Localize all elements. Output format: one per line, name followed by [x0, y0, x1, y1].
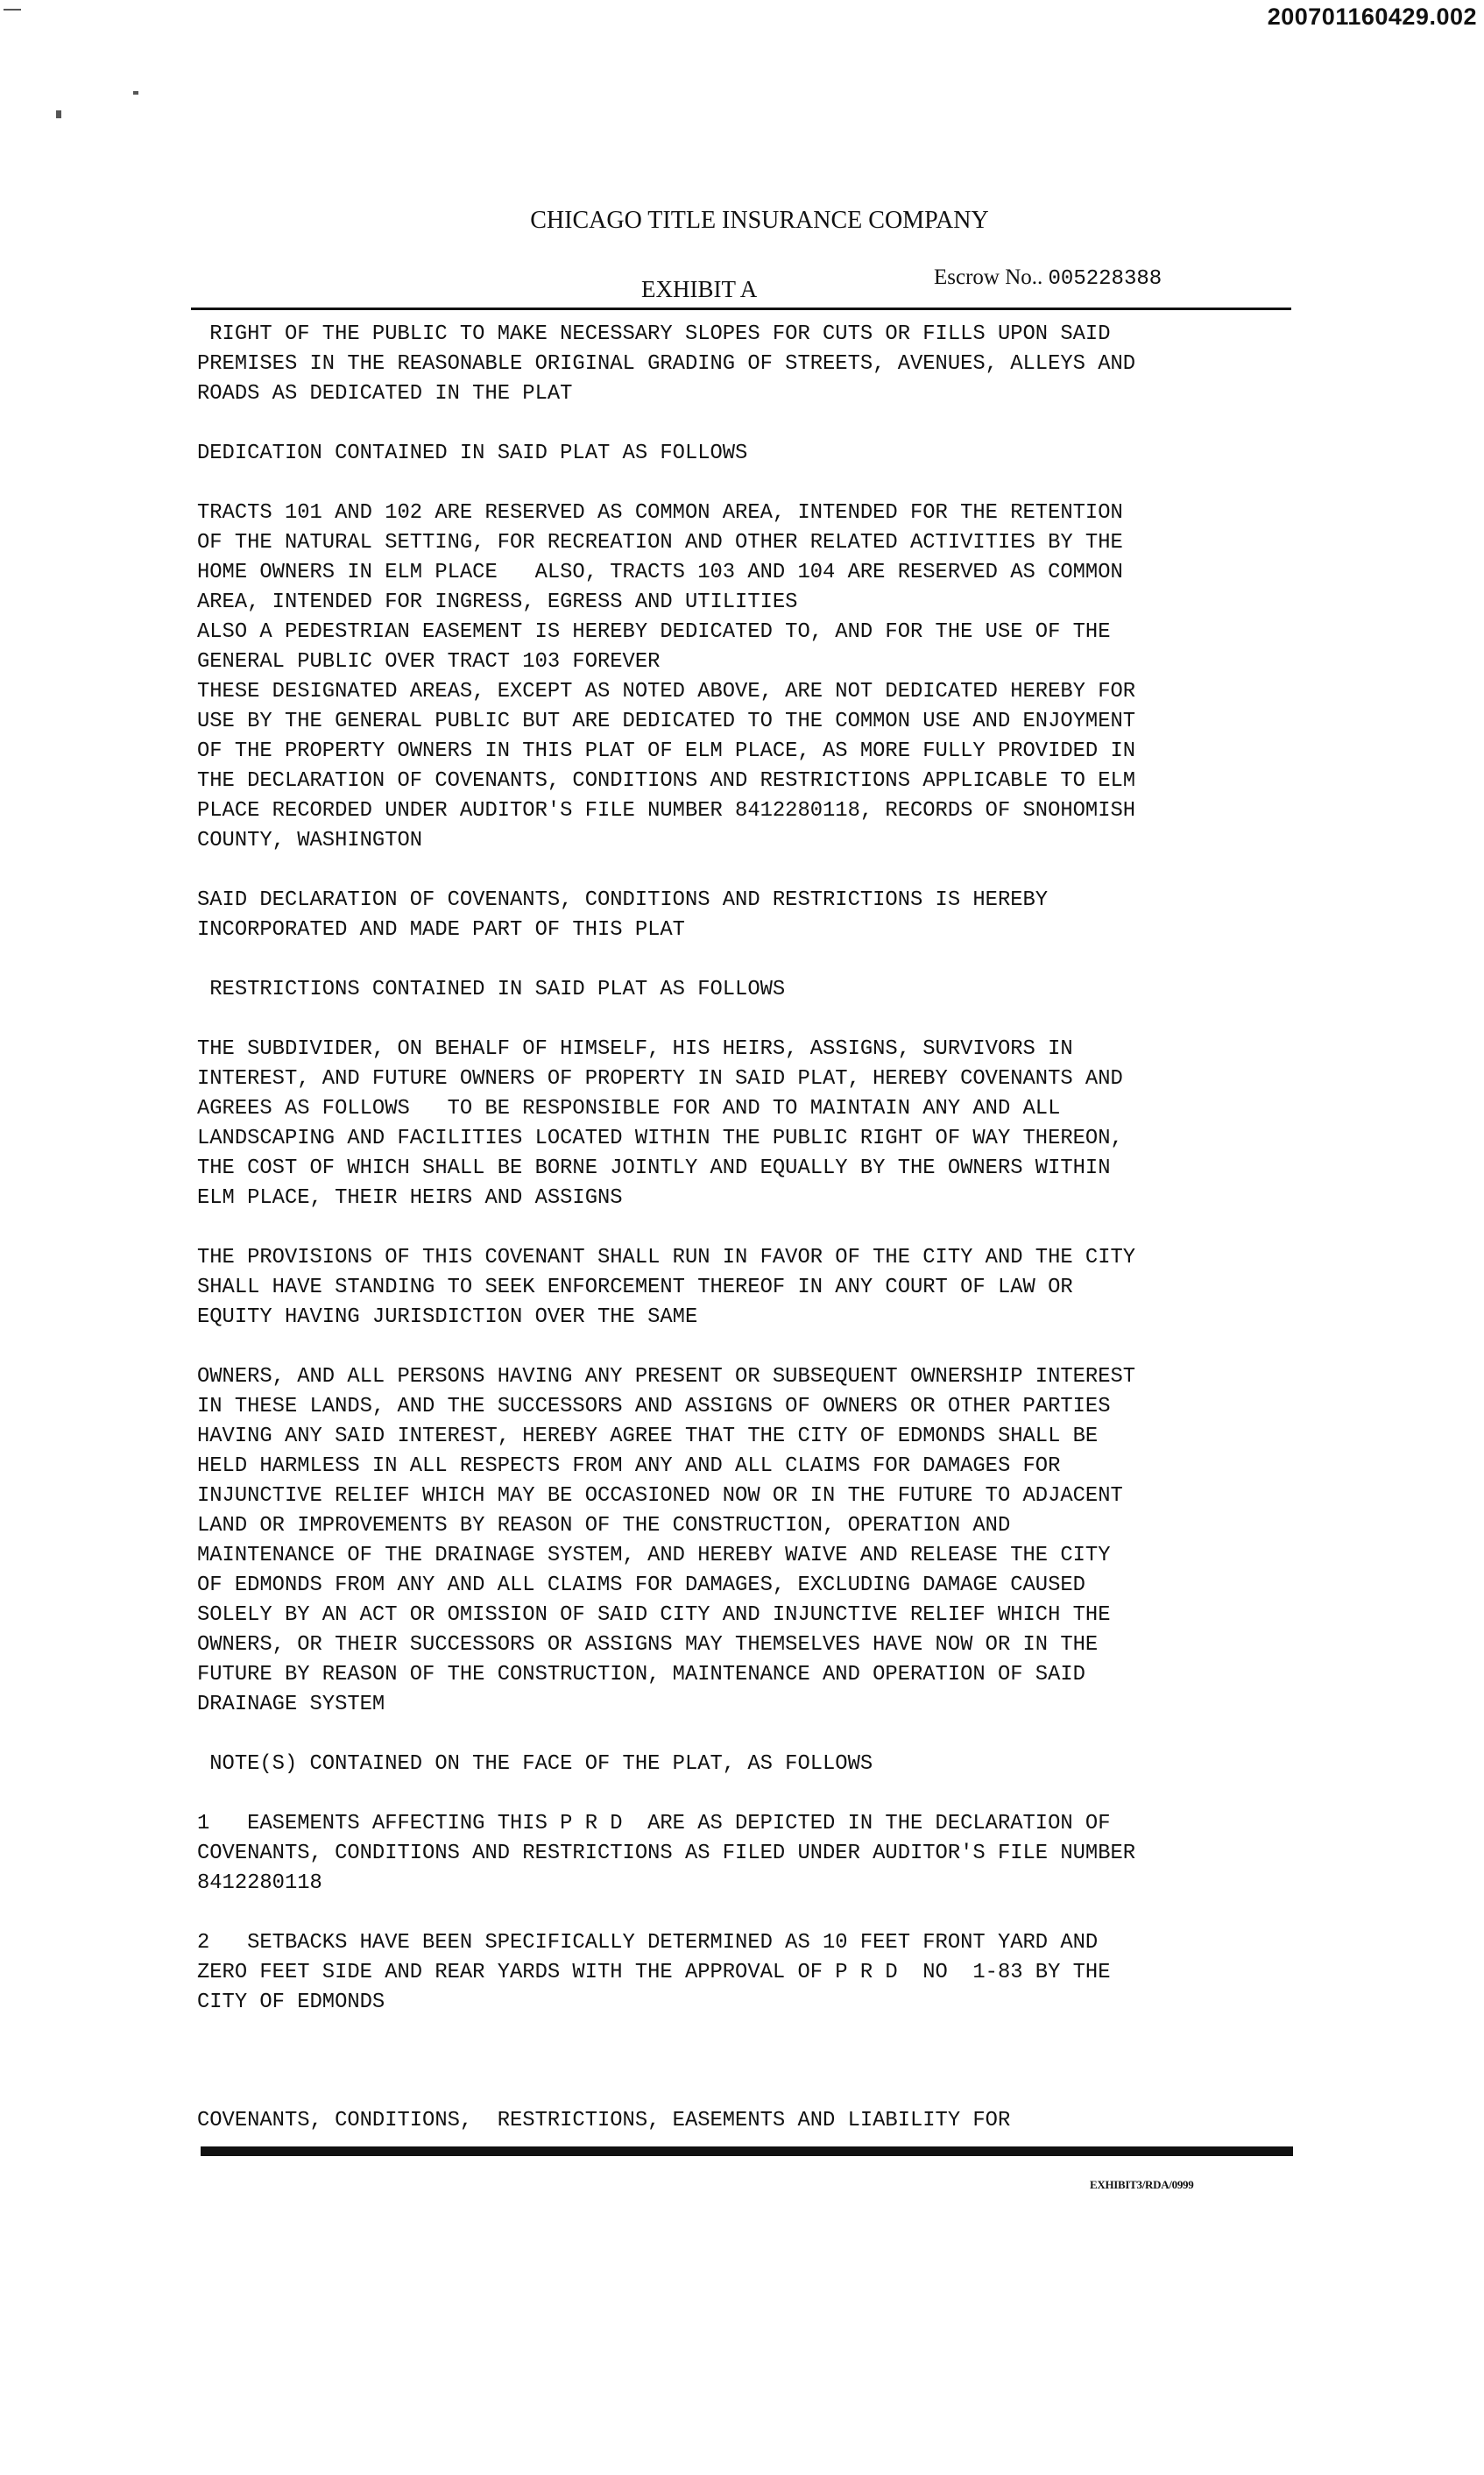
- scan-speck: [56, 110, 61, 118]
- paragraph-subdivider: THE SUBDIVIDER, ON BEHALF OF HIMSELF, HIS HEIRS, ASSIGNS, SURVIVORS IN INTEREST, AND FUTURE OWNERS OF PROPERTY IN SAID PLAT, HEREBY COVENANTS AND AGREES AS FOLLOWS TO BE RESPONSIBLE FOR AND TO MAINTAIN ANY AND ALL LANDSCAPING AND FACILITIES LOCATED WITHIN THE PUBLIC RIGHT OF WAY THEREON, THE COST OF WHICH SHALL BE BORNE JOINTLY AND EQUALLY BY THE OWNERS WITHIN ELM PLACE, THEIR HEIRS AND ASSIGNS: [197, 1037, 1123, 1210]
- footer-form-code: EXHIBIT3/RDA/0999: [1090, 2178, 1194, 2191]
- scan-speck: [4, 9, 21, 11]
- paragraph-provisions: THE PROVISIONS OF THIS COVENANT SHALL RUN IN FAVOR OF THE CITY AND THE CITY SHALL HAVE STANDING TO SEEK ENFORCEMENT THEREOF IN ANY COURT OF LAW OR EQUITY HAVING JURISDICTION OVER THE SAME: [197, 1246, 1136, 1329]
- paragraph-restrictions-heading: RESTRICTIONS CONTAINED IN SAID PLAT AS FOLLOWS: [197, 978, 786, 1001]
- escrow-reference: [934, 265, 1162, 291]
- scan-speck: [133, 91, 138, 95]
- paragraph-note-1: 1 EASEMENTS AFFECTING THIS P R D ARE AS DEPICTED IN THE DECLARATION OF COVENANTS, CONDITIONS AND RESTRICTIONS AS FILED UNDER AUDITOR'S FILE NUMBER 8412280118: [197, 1812, 1136, 1895]
- document-body: [197, 320, 1301, 2166]
- header-rule: [191, 308, 1291, 310]
- paragraph-public-slopes: RIGHT OF THE PUBLIC TO MAKE NECESSARY SLOPES FOR CUTS OR FILLS UPON SAID PREMISES IN THE REASONABLE ORIGINAL GRADING OF STREETS, AVENUES, ALLEYS AND ROADS AS DEDICATED IN THE PLAT: [197, 322, 1136, 406]
- paragraph-owners-hold-harmless: OWNERS, AND ALL PERSONS HAVING ANY PRESENT OR SUBSEQUENT OWNERSHIP INTEREST IN THESE LANDS, AND THE SUCCESSORS AND ASSIGNS OF OWNERS OR OTHER PARTIES HAVING ANY SAID INTEREST, HEREBY AGREE THAT THE CITY OF EDMONDS SHALL BE HELD HARMLESS IN ALL RESPECTS FROM ANY AND ALL CLAIMS FOR DAMAGES FOR INJUNCTIVE RELIEF WHICH MAY BE OCCASIONED NOW OR IN THE FUTURE TO ADJACENT LAND OR IMPROVEMENTS BY REASON OF THE CONSTRUCTION, OPERATION AND MAINTENANCE OF THE DRAINAGE SYSTEM, AND HEREBY WAIVE AND RELEASE THE CITY OF EDMONDS FROM ANY AND ALL CLAIMS FOR DAMAGES, EXCLUDING DAMAGE CAUSED SOLELY BY AN ACT OR OMISSION OF SAID CITY AND INJUNCTIVE RELIEF WHICH THE OWNERS, OR THEIR SUCCESSORS OR ASSIGNS MAY THEMSELVES HAVE NOW OR IN THE FUTURE BY REASON OF THE CONSTRUCTION, MAINTENANCE AND OPERATION OF SAID DRAINAGE SYSTEM: [197, 1365, 1136, 1716]
- document-page-id: 200701160429.002: [1267, 4, 1477, 30]
- paragraph-dedication-heading: DEDICATION CONTAINED IN SAID PLAT AS FOLLOWS: [197, 442, 748, 465]
- paragraph-continuation: COVENANTS, CONDITIONS, RESTRICTIONS, EASEMENTS AND LIABILITY FOR: [197, 2109, 1011, 2132]
- paragraph-note-2: 2 SETBACKS HAVE BEEN SPECIFICALLY DETERMINED AS 10 FEET FRONT YARD AND ZERO FEET SIDE AND REAR YARDS WITH THE APPROVAL OF P R D NO 1-83 BY THE CITY OF EDMONDS: [197, 1931, 1111, 2014]
- paragraph-tracts: TRACTS 101 AND 102 ARE RESERVED AS COMMON AREA, INTENDED FOR THE RETENTION OF THE NATURAL SETTING, FOR RECREATION AND OTHER RELATED ACTIVITIES BY THE HOME OWNERS IN ELM PLACE ALSO, TRACTS 103 AND 104 ARE RESERVED AS COMMON AREA, INTENDED FOR INGRESS, EGRESS AND UTILITIES ALSO A PEDESTRIAN EASEMENT IS HEREBY DEDICATED TO, AND FOR THE USE OF THE GENERAL PUBLIC OVER TRACT 103 FOREVER THESE DESIGNATED AREAS, EXCEPT AS NOTED ABOVE, ARE NOT DEDICATED HEREBY FOR USE BY THE GENERAL PUBLIC BUT ARE DEDICATED TO THE COMMON USE AND ENJOYMENT OF THE PROPERTY OWNERS IN THIS PLAT OF ELM PLACE, AS MORE FULLY PROVIDED IN THE DECLARATION OF COVENANTS, CONDITIONS AND RESTRICTIONS APPLICABLE TO ELM PLACE RECORDED UNDER AUDITOR'S FILE NUMBER 8412280118, RECORDS OF SNOHOMISH COUNTY, WASHINGTON: [197, 501, 1136, 852]
- footer-rule: [201, 2146, 1293, 2156]
- exhibit-label: EXHIBIT A: [641, 276, 758, 302]
- escrow-number: 005228388: [1048, 267, 1162, 291]
- paragraph-declaration: SAID DECLARATION OF COVENANTS, CONDITIONS AND RESTRICTIONS IS HEREBY INCORPORATED AND MADE PART OF THIS PLAT: [197, 888, 1049, 942]
- paragraph-notes-heading: NOTE(S) CONTAINED ON THE FACE OF THE PLAT, AS FOLLOWS: [197, 1752, 873, 1776]
- escrow-label: Escrow No..: [934, 265, 1049, 289]
- company-name: CHICAGO TITLE INSURANCE COMPANY: [530, 207, 989, 234]
